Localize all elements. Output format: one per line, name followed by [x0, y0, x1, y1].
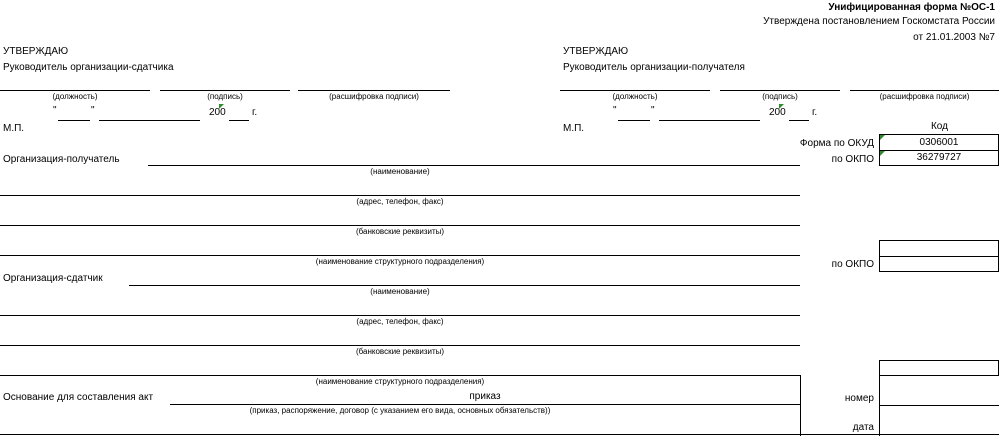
- stamp-label: М.П.: [3, 123, 25, 134]
- okud-label: Форма по ОКУД: [799, 138, 874, 149]
- signature-decoding-line[interactable]: [298, 90, 450, 91]
- note-marker-icon: [880, 151, 885, 156]
- signature-decoding-caption: (расшифровка подписи): [329, 92, 419, 101]
- quote-open: ": [613, 105, 617, 116]
- sender-bank-line[interactable]: [0, 345, 800, 346]
- quote-close: ": [91, 105, 95, 116]
- year-suffix: г.: [252, 107, 258, 118]
- number-label: номер: [844, 393, 874, 404]
- month-line[interactable]: [99, 120, 200, 121]
- year-line[interactable]: [789, 120, 809, 121]
- receiver-address-caption: (адрес, телефон, факс): [356, 197, 444, 206]
- position-caption: (должность): [52, 92, 98, 101]
- day-line[interactable]: [58, 120, 90, 121]
- signature-decoding-caption: (расшифровка подписи): [879, 92, 970, 101]
- okpo2-code-cell[interactable]: [879, 256, 999, 272]
- signature-line[interactable]: [720, 90, 840, 91]
- note-marker-icon: [219, 104, 224, 109]
- number-cell-line: [879, 405, 999, 406]
- form-title: Унифицированная форма №ОС-1: [828, 2, 995, 13]
- receiver-label: Организация-получатель: [3, 154, 120, 165]
- sender-unit-caption: (наименование структурного подразделения): [315, 377, 485, 386]
- unit-code-cell[interactable]: [879, 240, 999, 257]
- receiver-name-caption: (наименование): [370, 167, 430, 176]
- basis-caption: (приказ, распоряжение, договор (с указанием его вида, основных обязательств)): [249, 406, 551, 415]
- sender-address-line[interactable]: [0, 315, 800, 316]
- quote-close: ": [651, 105, 655, 116]
- year-line[interactable]: [229, 120, 249, 121]
- approved-date: от 21.01.2003 №7: [913, 32, 995, 43]
- day-line[interactable]: [618, 120, 650, 121]
- signature-line[interactable]: [160, 90, 290, 91]
- approved-by: Утверждена постановлением Госкомстата России: [763, 16, 995, 27]
- okpo-code-value: 36279727: [916, 152, 962, 163]
- receiver-address-line[interactable]: [0, 195, 800, 196]
- okpo2-label: по ОКПО: [831, 259, 874, 270]
- receiver-bank-caption: (банковские реквизиты): [355, 227, 445, 236]
- okud-code-cell[interactable]: [879, 134, 999, 151]
- basis-label: Основание для составления акт: [3, 392, 154, 403]
- codes-header: Код: [930, 121, 948, 132]
- basis-value: приказ: [469, 391, 501, 402]
- approve-heading: УТВЕРЖДАЮ: [3, 46, 69, 57]
- note-marker-icon: [779, 104, 784, 109]
- sender-unit-code-cell[interactable]: [879, 360, 999, 376]
- sender-address-caption: (адрес, телефон, факс): [356, 317, 444, 326]
- okpo-code-cell[interactable]: [879, 150, 999, 166]
- approve-role: Руководитель организации-получателя: [563, 62, 745, 73]
- note-marker-icon: [880, 135, 885, 140]
- approve-role: Руководитель организации-сдатчика: [3, 62, 174, 73]
- sender-unit-line[interactable]: [0, 375, 800, 376]
- signature-caption: (подпись): [207, 92, 243, 101]
- receiver-unit-caption: (наименование структурного подразделения): [315, 257, 485, 266]
- basis-line[interactable]: [170, 404, 800, 405]
- signature-caption: (подпись): [762, 92, 798, 101]
- position-caption: (должность): [612, 92, 658, 101]
- basis-divider: [800, 375, 801, 436]
- position-line[interactable]: [0, 90, 150, 91]
- sender-bank-caption: (банковские реквизиты): [355, 347, 445, 356]
- okpo-label: по ОКПО: [831, 154, 874, 165]
- year-prefix: 200: [209, 107, 226, 118]
- sender-label: Организация-сдатчик: [3, 273, 103, 284]
- sender-name-line[interactable]: [129, 285, 800, 286]
- signature-decoding-line[interactable]: [850, 90, 999, 91]
- year-prefix: 200: [769, 107, 786, 118]
- sender-name-caption: (наименование): [370, 287, 430, 296]
- receiver-name-line[interactable]: [148, 165, 800, 166]
- position-line[interactable]: [560, 90, 710, 91]
- month-line[interactable]: [659, 120, 760, 121]
- bottom-line: [0, 434, 999, 435]
- quote-open: ": [53, 105, 57, 116]
- date-label: дата: [852, 422, 874, 433]
- receiver-bank-line[interactable]: [0, 225, 800, 226]
- year-suffix: г.: [812, 107, 818, 118]
- receiver-unit-line[interactable]: [0, 255, 800, 256]
- okud-code-value: 0306001: [919, 137, 959, 148]
- stamp-label: М.П.: [563, 123, 585, 134]
- approve-heading: УТВЕРЖДАЮ: [563, 46, 629, 57]
